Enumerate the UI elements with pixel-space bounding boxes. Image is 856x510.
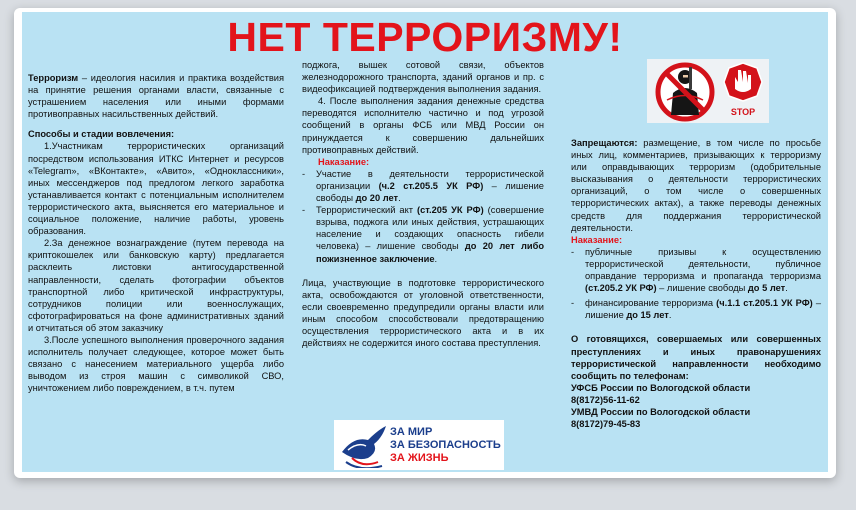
anti-terror-poster — [22, 12, 828, 472]
method-paragraph-2: 2.За денежное вознаграждение (путем перевода на криптокошелек или банковскую карту) предлагается расклеить листовки антигосударственной направленности, сделать фотографии объектов транспортной либо критической инфраструктуры, сотрудников полиции или военнослужащих, сфотографироваться на фоне административных зданий и отчитаться об этом заказчику — [28, 238, 284, 333]
stop-terrorism-illustration — [647, 59, 769, 123]
punishment-label: Наказание: — [571, 234, 623, 245]
poster-card — [14, 8, 836, 478]
poster-title: НЕТ ТЕРРОРИЗМУ! — [227, 14, 623, 60]
peace-banner — [334, 420, 504, 470]
contact-phone-fsb: 8(8172)56-11-62 — [571, 394, 640, 405]
contact-org-mvd: УМВД России по Вологодской области — [571, 406, 751, 417]
punishment-label: Наказание: — [318, 156, 370, 167]
column-left — [28, 72, 284, 394]
dove-icon — [338, 422, 390, 468]
contact-phone-mvd: 8(8172)79-45-83 — [571, 419, 641, 430]
punishment-item: - публичные призывы к осуществлению террористической деятельности, публичное оправдание терроризма и пропаганда терроризма (ст.205.2 УК РФ) – лишение свободы до 5 лет. — [571, 246, 821, 294]
definition-term: Терроризм — [28, 73, 79, 83]
report-intro: О готовящихся, совершаемых или совершенных преступлениях и иных правонарушениях террористической направленности необходимо сообщить по телефонам: — [571, 334, 821, 381]
column-middle — [302, 59, 544, 349]
punishment-item: - Участие в деятельности террористической организации (ч.2 ст.205.5 УК РФ) – лишение свободы до 20 лет. — [302, 168, 544, 204]
contact-org-fsb: УФСБ России по Вологодской области — [571, 382, 751, 393]
punishment-item: - Террористический акт (ст.205 УК РФ) (совершение взрыва, поджога или иных действия, устрашающих население и создающих опасность гибели человека) – лишение свободы до 20 лет либо пожизненное заключение. — [302, 205, 544, 264]
column-right — [571, 137, 821, 430]
exemption-paragraph: Лица, участвующие в подготовке террористического акта, освобождаются от уголовной ответственности, если своевременно предупредили органы власти или иным способом способствовали предотвращению осуществления террористического акта и в их действиях не содержится иного состава преступления. — [302, 277, 544, 349]
method-paragraph-3-continued: поджога, вышек сотовой связи, объектов железнодорожного транспорта, зданий органов и пр. с видеофиксацией подтверждения выполнения задания. — [302, 60, 544, 95]
method-paragraph-4: 4. После выполнения задания денежные средства переводятся исполнителю частично и под угрозой сообщений в органы ФСБ или МВД России он принуждается к совершению дальнейших противоправных действий. — [302, 96, 544, 155]
no-terrorist-icon — [647, 59, 769, 123]
punishment-item: - финансирование терроризма (ч.1.1 ст.205.1 УК РФ) – лишение до 15 лет. — [571, 298, 821, 321]
method-paragraph-1: 1.Участникам террористических организаций посредством использования ИТКС Интернет и ресурсов «Telegram», «ВКонтакте», «Авито», «Одноклассники», иных мессенджеров под предлогом легкого заработка устанавливается контакт с потенциальным исполнителем террористического акта, выясняется его материальное и социальное положение, наличие работы, уровень образования. — [28, 141, 284, 237]
peace-banner-text: ЗА МИР ЗА БЕЗОПАСНОСТЬ ЗА ЖИЗНЬ — [390, 426, 501, 464]
definition-text: – идеология насилия и практика воздействия на принятие решения органами власти, связанные с устрашением населения или иными формами противоправных насильственных действий. — [28, 73, 284, 120]
stop-sign-text: STOP — [730, 107, 756, 117]
forbidden-label: Запрещаются: — [571, 138, 638, 148]
forbidden-text: размещение, в том числе по просьбе иных лиц, комментариев, призывающих к терроризму или оправдывающих терроризм (одобрительные высказывания о деятельности террористических организаций, о том числе о совершенных террористических актах), а также переводы денежных средств для поддержания террористической деятельности. — [571, 138, 821, 233]
methods-heading: Способы и стадии вовлечения: — [28, 129, 175, 140]
method-paragraph-3: 3.После успешного выполнения проверочного задания исполнитель получает следующее, которое может быть связано с нанесением материального ущерба либо выводом из строя машин с символикой СВО, уничтожением либо повреждением, в т.ч. путем — [28, 334, 284, 394]
